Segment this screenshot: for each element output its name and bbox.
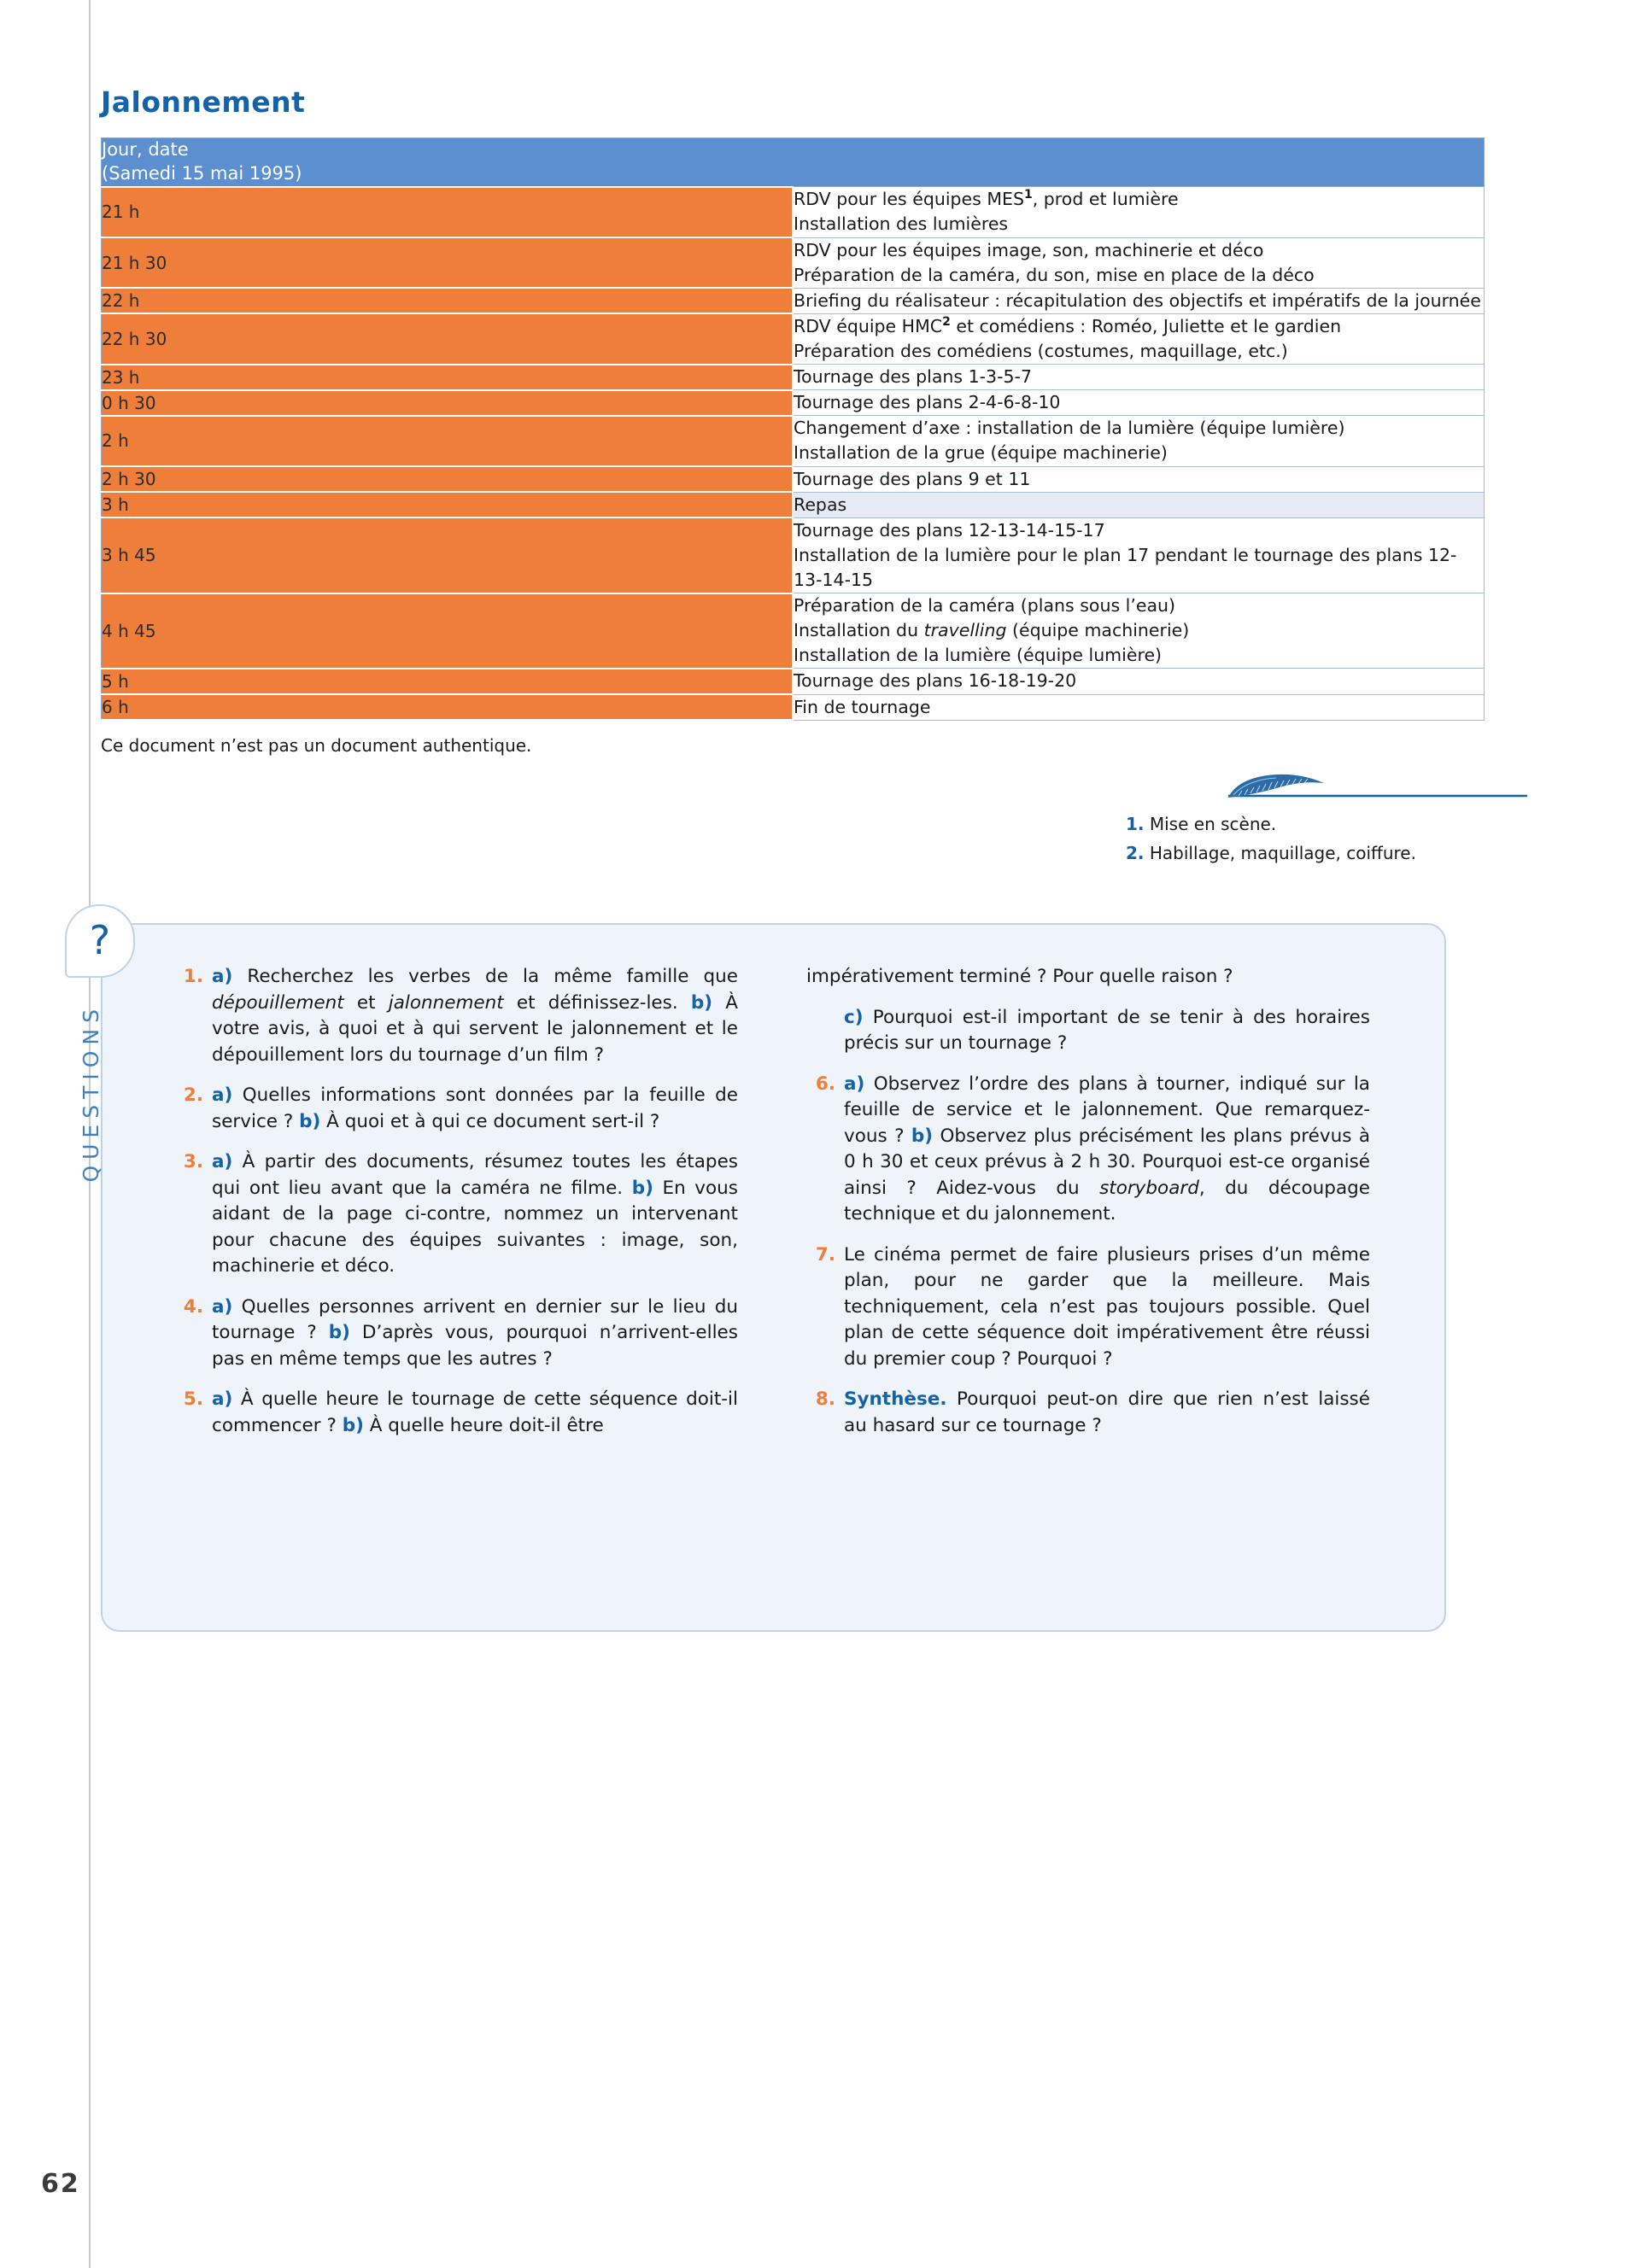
table-row [102,694,1485,720]
footnote-number: 1. [1126,814,1145,835]
question-text: a) À partir des documents, résumez toutes les étapes qui ont lieu avant que la caméra ne filme. b) En vous aidant de la page ci-contre, nommez un intervenant pour chacune des équipes suivantes : image, son, machinerie et déco. [212,1151,738,1277]
schedule-time-cell: 22 h [102,288,794,313]
question-sublabel: b) [911,1125,934,1147]
schedule-description-line: Installation de la lumière pour le plan 17 pendant le tournage des plans 12-13-14-15 [794,544,1457,590]
question-text: Le cinéma permet de faire plusieurs prises d’un même plan, pour ne garder que la meilleure. Mais techniquement, cela n’est pas toujours possible. Quel plan de cette séquence doit impérativement être réussi du premier coup ? Pourquoi ? [844,1243,1370,1370]
schedule-description-cell [793,492,1485,517]
questions-left-column [174,964,738,1453]
schedule-description-line: Repas [794,494,847,515]
table-row [102,390,1485,416]
table-header [102,138,1485,187]
question-italic-term: storyboard [1099,1177,1199,1199]
questions-box [79,917,1446,1632]
table-body [102,187,1485,720]
question-number [806,1005,844,1057]
table-row [102,669,1485,694]
table-row [102,517,1485,593]
question-text: a) Quelles informations sont données par la feuille de service ? b) À quoi et à qui ce document sert-il ? [212,1084,738,1132]
footnote-marker-1: 1 [1024,188,1033,202]
schedule-description-line: Installation de la lumière (équipe lumière) [794,645,1163,666]
schedule-table [101,137,1485,721]
question-sublabel: a) [212,1295,233,1318]
table-row [102,288,1485,313]
schedule-description-line: RDV pour les équipes MES$^1$, prod et lumière [794,188,1179,210]
question-sublabel: a) [212,966,233,988]
question-number: 1. [183,966,203,988]
questions-vertical-label: QUESTIONS [79,1003,103,1183]
schedule-description-cell [793,517,1485,593]
table-caption: Ce document n’est pas un document authentique. [101,735,532,757]
question-item [174,964,738,1068]
page-title: Jalonnement [101,85,306,119]
schedule-description-line: Tournage des plans 1-3-5-7 [794,366,1032,388]
question-item [806,1005,1370,1057]
schedule-description-line: Installation de la grue (équipe machinerie) [794,442,1168,464]
schedule-description-line: Préparation des comédiens (costumes, maquillage, etc.) [794,341,1288,361]
question-sublabel: c) [844,1006,864,1028]
question-item [174,1083,738,1135]
schedule-description-line: Tournage des plans 9 et 11 [794,468,1031,489]
question-sublabel: a) [212,1388,233,1411]
feather-pen-icon [1126,773,1527,805]
question-item [806,1242,1370,1373]
question-text: Synthèse. Pourquoi peut-on dire que rien n’est laissé au hasard sur ce tournage ? [844,1388,1370,1436]
header-day-label: Jour, date [102,139,189,160]
question-number: 7. [815,1243,835,1266]
question-number: 2. [183,1084,203,1107]
schedule-time-cell: 22 h 30 [102,313,794,364]
table-row [102,365,1485,390]
schedule-description-line: RDV équipe HMC$^2$ et comédiens : Roméo, Juliette et le gardien [794,315,1342,336]
schedule-description-cell [793,237,1485,288]
table-row [102,313,1485,364]
schedule-description-line: Tournage des plans 12-13-14-15-17 [794,519,1105,541]
question-text: a) Recherchez les verbes de la même famille que dépouillement et jalonnement et définissez-les. b) À votre avis, à quoi et à qui servent le jalonnement et le dépouillement lors du tournage d’un film ? [212,966,739,1066]
question-italic-term: dépouillement [212,991,344,1014]
question-sublabel: a) [212,1151,233,1173]
question-sublabel: a) [844,1073,865,1095]
schedule-description-cell [793,669,1485,694]
schedule-time-cell: 3 h [102,492,794,517]
schedule-description-line: Changement d’axe : installation de la lumière (équipe lumière) [794,418,1345,439]
schedule-description-cell [793,313,1485,364]
question-number: 3. [183,1151,203,1173]
question-sublabel: b) [342,1414,364,1436]
table-row [102,593,1485,669]
question-synthesis-label: Synthèse. [844,1388,947,1411]
question-sublabel: a) [212,1084,233,1107]
footnote-marker-2: 2 [942,315,951,330]
schedule-description-cell [793,416,1485,466]
schedule-time-cell: 21 h 30 [102,237,794,288]
schedule-time-cell: 5 h [102,669,794,694]
table-header-cell [102,138,1485,187]
schedule-description-line: Briefing du réalisateur : récapitulation des objectifs et impératifs de la journée [794,289,1481,311]
questions-right-column [806,964,1370,1453]
footnote-text: Mise en scène. [1144,814,1277,835]
table-header-row [102,138,1485,187]
schedule-description-line: Tournage des plans 2-4-6-8-10 [794,392,1061,413]
question-sublabel: b) [299,1110,321,1132]
questions-columns [102,925,1444,1491]
question-continuation-text: impérativement terminé ? Pour quelle raison ? [806,966,1233,988]
question-item [174,1149,738,1280]
question-text: a) Quelles personnes arrivent en dernier sur le lieu du tournage ? b) D’après vous, pourquoi n’arrivent-elles pas en même temps que les autres ? [212,1295,738,1370]
schedule-time-cell: 0 h 30 [102,390,794,416]
footnote [1126,843,1527,863]
question-italic-term: jalonnement [388,991,504,1014]
footnote-number: 2. [1126,843,1145,864]
question-sublabel: b) [328,1322,350,1344]
schedule-description-cell [793,187,1485,237]
schedule-description-cell [793,365,1485,390]
question-text: a) Observez l’ordre des plans à tourner, indiqué sur la feuille de service et le jalonnement. Que remarquez-vous ? b) Observez plus précisément les plans prévus à 0 h 30 et ceux prévus à 2 h 30. Pourquoi est-ce organisé ainsi ? Aidez-vous du storyboard, du découpage technique et du jalonnement. [844,1073,1371,1225]
question-number: 5. [183,1388,203,1411]
header-date-label: (Samedi 15 mai 1995) [102,162,302,184]
footnotes-list [1126,814,1527,872]
schedule-description-line: Préparation de la caméra, du son, mise en place de la déco [794,264,1315,285]
schedule-description-cell [793,390,1485,416]
question-item [174,1387,738,1439]
table-row [102,237,1485,288]
schedule-description-line: Installation du travelling (équipe machinerie) [794,620,1190,641]
question-sublabel: b) [631,1177,653,1199]
table-row [102,492,1485,517]
page-number: 62 [41,2169,80,2199]
question-number: 8. [815,1388,835,1411]
schedule-description-line: RDV pour les équipes image, son, machinerie et déco [794,239,1264,260]
table-row [102,466,1485,492]
schedule-time-cell: 6 h [102,694,794,720]
page-content [79,0,1527,1632]
schedule-time-cell: 2 h [102,416,794,466]
question-item [806,1387,1370,1439]
schedule-description-line: Tournage des plans 16-18-19-20 [794,670,1077,692]
footnote-block [101,773,1527,884]
question-number: 6. [815,1073,835,1095]
question-item [806,1072,1370,1228]
schedule-time-cell: 2 h 30 [102,466,794,492]
question-mark-bubble-icon: ? [65,904,135,978]
schedule-description-cell [793,694,1485,720]
schedule-time-cell: 21 h [102,187,794,237]
schedule-description-line: Installation des lumières [794,213,1009,235]
footnote-text: Habillage, maquillage, coiffure. [1144,843,1416,864]
question-number: 4. [183,1295,203,1318]
question-sublabel: b) [690,991,713,1014]
question-text: c) Pourquoi est-il important de se tenir à des horaires précis sur un tournage ? [844,1006,1370,1055]
schedule-description-line: Préparation de la caméra (plans sous l’eau) [794,595,1176,617]
schedule-description-cell [793,288,1485,313]
footnote [1126,814,1527,834]
emphasis-text: travelling [923,620,1007,641]
schedule-description-line: Fin de tournage [794,696,931,717]
table-row [102,416,1485,466]
question-item [174,1295,738,1373]
schedule-description-cell [793,466,1485,492]
schedule-time-cell: 23 h [102,365,794,390]
question-text: a) À quelle heure le tournage de cette séquence doit-il commencer ? b) À quelle heure doit-il être [212,1388,738,1436]
schedule-time-cell: 3 h 45 [102,517,794,593]
table-row [102,187,1485,237]
schedule-time-cell: 4 h 45 [102,593,794,669]
schedule-description-cell [793,593,1485,669]
